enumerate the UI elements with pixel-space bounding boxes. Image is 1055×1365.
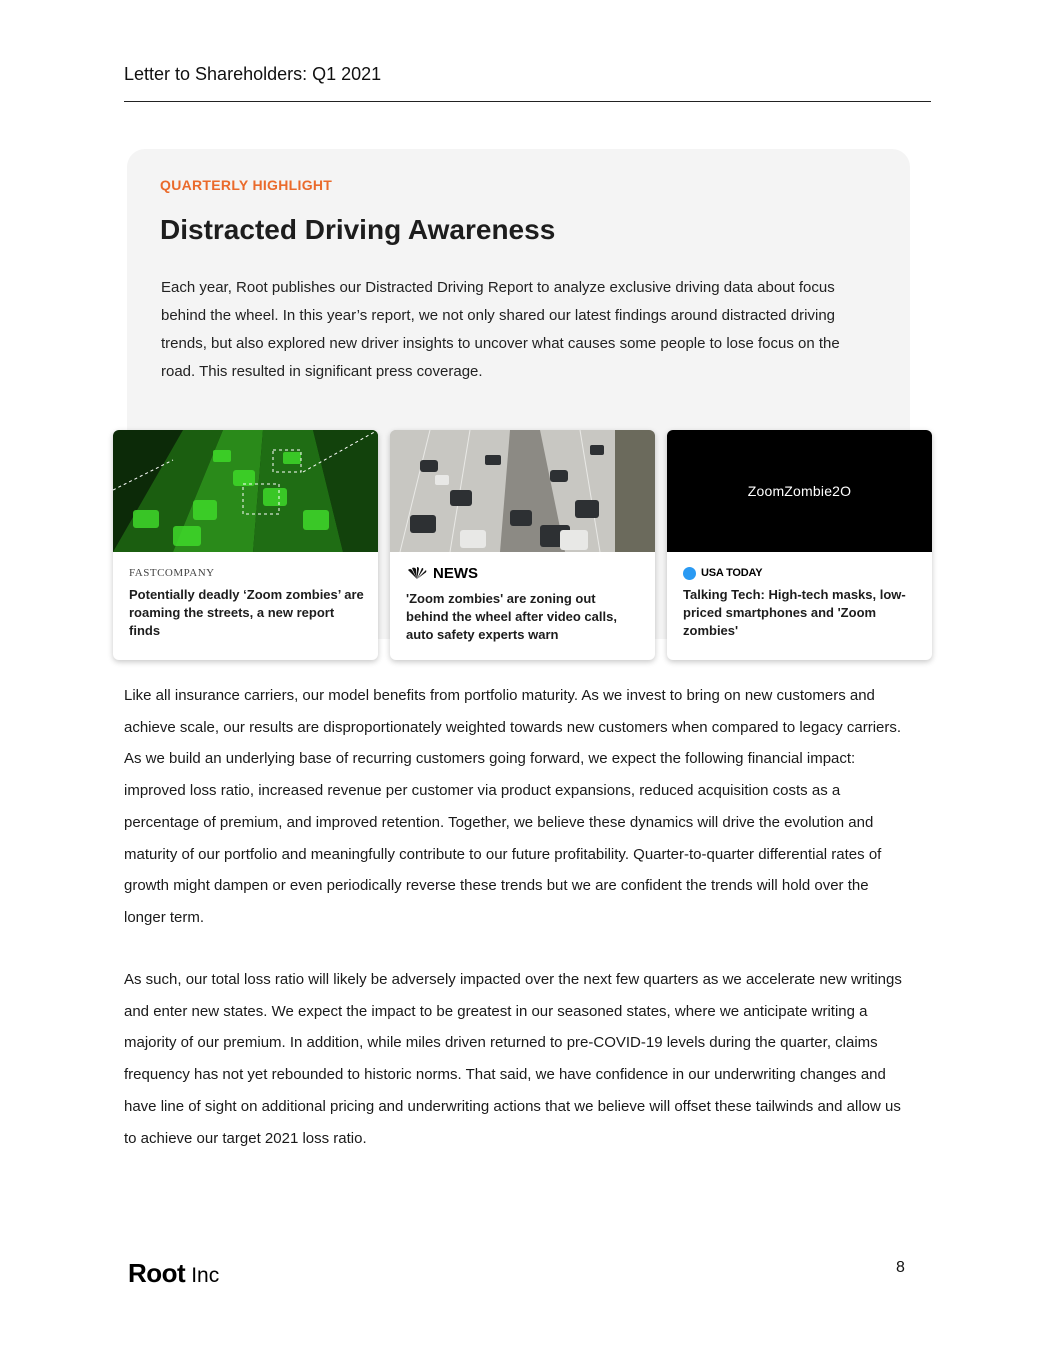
usa-today-wordmark: USA TODAY [701,567,763,579]
press-card-usa-today[interactable] [667,430,932,660]
nbc-news-wordmark: NEWS [433,564,478,582]
highlight-title: Distracted Driving Awareness [160,214,556,245]
card-source-fast-company [129,564,215,582]
highway-traffic-image [390,430,655,552]
page-number: 8 [896,1259,905,1276]
highlight-eyebrow: QUARTERLY HIGHLIGHT [160,177,333,193]
card-source-usa-today [683,564,762,582]
page-header-title: Letter to Shareholders: Q1 2021 [124,64,382,84]
card-headline: 'Zoom zombies' are zoning out behind the wheel after video calls, auto safety experts warn [406,591,617,642]
zoom-zombie-label: ZoomZombie2O [747,483,852,499]
footer-logo [128,1258,219,1289]
card-headline: Potentially deadly ‘Zoom zombies’ are roaming the streets, a new report finds [129,587,364,638]
press-card-fast-company[interactable] [113,430,378,660]
press-card-nbc-news[interactable] [390,430,655,660]
root-wordmark: Root [128,1258,186,1288]
card-headline: Talking Tech: High-tech masks, low-priced smartphones and 'Zoom zombies' [683,587,906,638]
body-paragraph-2: As such, our total loss ratio will likely be adversely impacted over the next few quarters as we accelerate new writings and enter new states. We expect the impact to be greatest in our seasoned states, where we anticipate writing a majority of our premium. In addition, while miles driven returned to pre-COVID-19 levels during the quarter, claims frequency has not yet rebounded to historic norms. That said, we have confidence in our underwriting changes and have line of sight on additional pricing and underwriting actions that we believe will offset these tailwinds and allow us to achieve our target 2021 loss ratio. [124,971,902,1147]
usa-today-dot-icon [683,567,696,580]
highlight-body: Each year, Root publishes our Distracted Driving Report to analyze exclusive driving data about focus behind the wheel. In this year’s report, we not only shared our latest findings around distracted driving trends, but also explored new driver insights to uncover what causes some people to lose focus on the road. This resulted in significant press coverage. [161,279,840,380]
nbc-peacock-icon [406,567,428,580]
fast-company-logo: FASTCOMPANY [129,567,215,579]
body-paragraph-1: Like all insurance carriers, our model benefits from portfolio maturity. As we invest to bring on new customers and achieve scale, our results are disproportionately weighted towards new customers when compared to legacy carriers. As we build an underlying base of recurring customers going forward, we expect the following financial impact: improved loss ratio, increased revenue per customer via product expansions, reduced acquisition costs as a percentage of premium, and improved retention. Together, we believe these dynamics will drive the evolution and maturity of our portfolio and meaningfully contribute to our future profitability. Quarter-to-quarter differential rates of growth might dampen or even periodically reverse these trends but we are confident the trends will hold over the longer term. [124,687,902,926]
header-divider [124,101,931,102]
traffic-scan-image [113,430,378,552]
card-source-nbc-news [406,564,478,582]
root-inc-suffix: Inc [191,1264,220,1287]
